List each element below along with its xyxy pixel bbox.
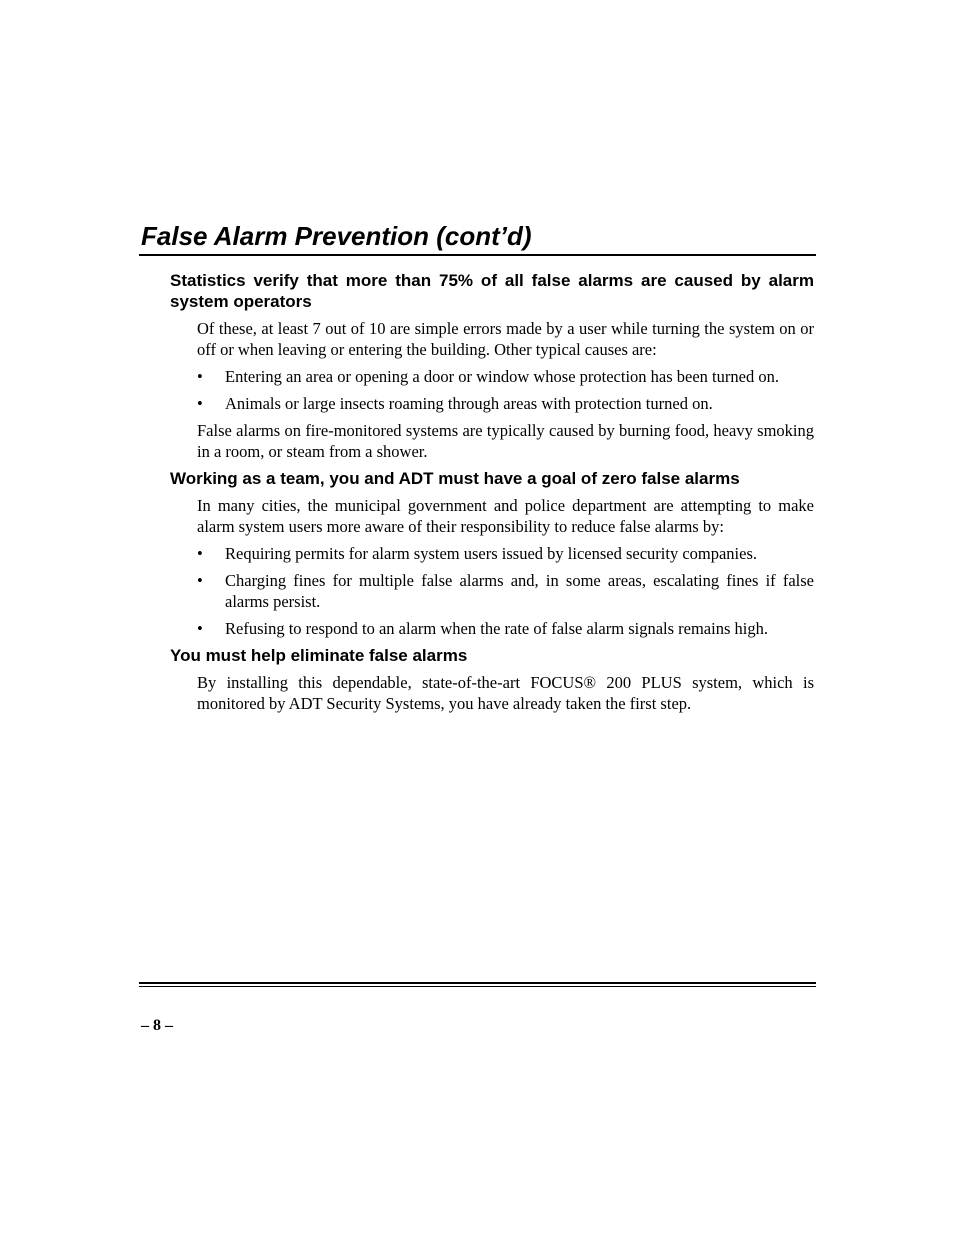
bullet-icon: • xyxy=(197,394,203,413)
section-eliminate-false-alarms xyxy=(170,645,814,714)
title-divider xyxy=(139,254,816,256)
list-item xyxy=(197,570,814,612)
list-item-text: Requiring permits for alarm system users issued by licensed security companies. xyxy=(225,544,758,563)
list-item-text: Animals or large insects roaming through areas with protection turned on. xyxy=(225,394,713,413)
list-item xyxy=(197,366,814,387)
list-item-text: Refusing to respond to an alarm when the rate of false alarm signals remains high. xyxy=(225,619,768,638)
page-number: – 8 – xyxy=(141,1017,173,1034)
footer-divider xyxy=(139,982,816,984)
bullet-icon: • xyxy=(197,544,203,563)
section-zero-false-alarms xyxy=(170,468,814,639)
section-heading: Working as a team, you and ADT must have a goal of zero false alarms xyxy=(170,469,740,488)
list-item-text: Entering an area or opening a door or window whose protection has been turned on. xyxy=(225,367,779,386)
bullet-list xyxy=(197,543,814,639)
list-item xyxy=(197,393,814,414)
section-operator-errors xyxy=(170,270,814,462)
page-title: False Alarm Prevention (cont’d) xyxy=(141,221,532,251)
bullet-icon: • xyxy=(197,619,203,638)
bullet-list xyxy=(197,366,814,414)
list-item-text: Charging fines for multiple false alarms and, in some areas, escalating fines if false alarms persist. xyxy=(225,571,814,611)
bullet-icon: • xyxy=(197,571,203,590)
section-heading: Statistics verify that more than 75% of all false alarms are caused by alarm system operators xyxy=(170,271,814,311)
footer-divider-thin xyxy=(139,986,816,987)
section-intro: Of these, at least 7 out of 10 are simple errors made by a user while turning the system on or off or when leaving or entering the building. Other typical causes are: xyxy=(197,319,814,359)
section-outro: False alarms on fire-monitored systems are typically caused by burning food, heavy smoking in a room, or steam from a shower. xyxy=(197,421,814,461)
section-intro: In many cities, the municipal government and police department are attempting to make alarm system users more aware of their responsibility to reduce false alarms by: xyxy=(197,496,814,536)
list-item xyxy=(197,543,814,564)
section-heading: You must help eliminate false alarms xyxy=(170,646,468,665)
section-intro: By installing this dependable, state-of-the-art FOCUS® 200 PLUS system, which is monitored by ADT Security Systems, you have already taken the first step. xyxy=(197,673,814,713)
document-body xyxy=(170,270,814,720)
list-item xyxy=(197,618,814,639)
bullet-icon: • xyxy=(197,367,203,386)
